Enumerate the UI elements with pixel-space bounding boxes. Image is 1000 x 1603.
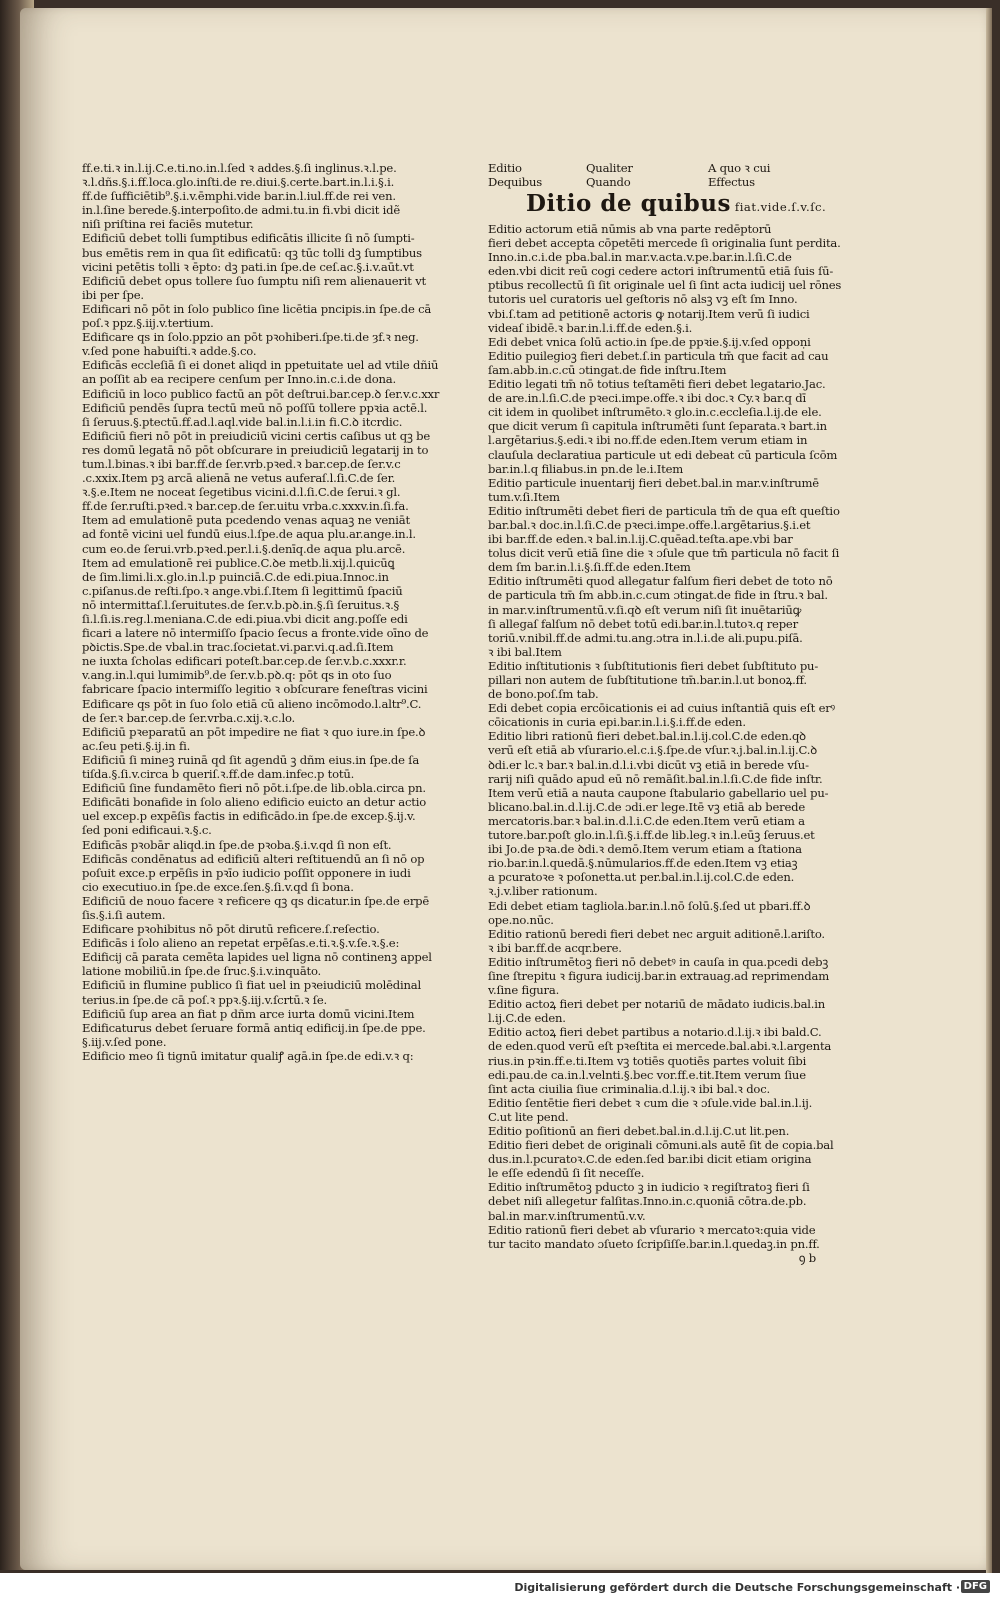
text-line: debet niſi allegetur falſitas.Inno.in.c.quoniā cōtra.de.pb. [488,1194,807,1209]
right-column-lines [488,222,844,1251]
text-line: bar.bal.ꝛ doc.in.l.ſi.C.de pꝛeci.impe.offe.l.argētarius.§.i.et [488,517,811,532]
text-line: Editio rationū beredi fieri debet nec arguit aditionē.l.ariſto. [488,926,825,941]
text-line: ne iuxta ſcholas edificari poteſt.bar.cep.de ſer.v.b.c.xxxr.r. [82,654,407,669]
text-line: Editio inſtrumētoꝫ fieri nō debetꝰ in cauſa in qua.pcedi debꝫ [488,954,829,969]
text-line: de are.in.l.ſi.C.de pꝛeci.impe.offe.ꝛ ibi doc.ꝛ Cy.ꝛ bar.q dī [488,391,806,406]
text-line: latione mobiliū.in ſpe.de ſruc.§.i.v.inquāto. [82,964,322,979]
text-line: Editio inſtrumētoꝫ pducto ꝫ in iudicio ꝛ regiſtratoꝫ fieri ſi [488,1180,810,1195]
text-line: bus emētis rem in qua ſit edificatū: qꝫ tūc tolli dꝫ ſumptibus [82,245,422,260]
text-line: ope.no.nūc. [488,912,554,927]
text-line: Edificās pꝛobār aliqd.in ſpe.de pꝛoba.§.i.v.qd ſi non eſt. [82,837,392,852]
text-line: ꝛ.j.v.liber rationum. [488,884,598,899]
text-line: Edificio meo ſi tignū imitatur qualiꝭ agā.in ſpe.de edi.v.ꝛ q: [82,1048,414,1063]
text-line: ꝛ.l.dñs.§.i.ff.loca.glo.inſti.de re.diui.§.certe.bart.in.l.i.§.i. [82,175,395,190]
text-line: Edificaturus debet ſeruare formā antiq edificij.in ſpe.de ppe. [82,1020,426,1035]
text-line: Item ad emulationē rei publice.C.ꝺe metb.li.xij.l.quicūꝗ [82,555,395,570]
text-line: ibi Jo.de pꝛa.de ꝺdi.ꝛ demō.Item verum etiam a ſtationa [488,842,802,857]
footer-bar [0,1573,1000,1603]
text-line: Edificiū debet tolli ſumptibus edificātis illicite ſi nō ſumpti- [82,231,415,246]
text-line: tum.l.binas.ꝛ ibi bar.ff.de ſer.vrb.pꝛed.ꝛ bar.cep.de ſer.v.c [82,456,401,471]
text-line: tolus dicit verū etiā ſine die ꝛ ɔſule que tm̄ particula nō facit ſi [488,546,840,561]
text-line: de ſer.ꝛ bar.cep.de ſer.vrba.c.xij.ꝛ.c.lo. [82,710,296,725]
text-line: clauſula declaratiua particule ut edi debeat cū particula ſcōm [488,447,838,462]
text-line: cōicationis in curia epi.bar.in.l.i.§.i.ff.de eden. [488,715,746,730]
text-line: ff.e.ti.ꝛ in.l.ij.C.e.ti.no.in.l.ſed ꝛ addes.§.ſi inglinus.ꝛ.l.pe. [82,161,397,175]
heading-cell: A quo ꝛ cui [708,161,771,175]
text-line: dus.in.l.pcuratoꝛ.C.de eden.ſed bar.ibi dicit etiam origina [488,1152,812,1167]
text-line: ſi ſeruus.§.ptectū.ff.ad.l.aql.vide bal.in.l.i.in fi.C.ꝺ itcrdic. [82,414,403,429]
text-line: niſi priſtina rei faciēs mutetur. [82,217,254,232]
text-line: Edificiū debet opus tollere ſuo ſumptu niſi rem alienauerit vt [82,273,427,288]
text-line: a pcuratoꝛe ꝛ poſonetta.ut per.bal.in.l.ij.col.C.de eden. [488,870,795,885]
text-line: ff.de ſufficiētib⁹.§.i.v.ēmphi.vide bar.in.l.iul.ff.de rei ven. [82,189,396,204]
text-line: verū eſt etiā ab vſurario.el.c.i.§.ſpe.de vſur.ꝛ.j.bal.in.l.ij.C.ꝺ [488,743,818,758]
text-line: Edificare pꝛohibitus nō pōt dirutū reficere.ſ.reſectio. [82,922,380,937]
dfg-logo: DFG [961,1580,990,1593]
page-edge [986,8,992,1578]
text-line: Inno.in.c.i.de pba.bal.in mar.v.acta.v.pe.bar.in.l.ſi.C.de [488,250,792,265]
text-line: ad fontē vicini uel fundū eius.l.ſpe.de aqua plu.ar.ange.in.l. [82,527,416,542]
text-line: Editio puilegioꝫ fieri debet.ſ.in particula tm̄ que facit ad cau [488,348,829,363]
text-line: Editio rationū fieri debet ab vſurario ꝛ mercatoꝛ:quia vide [488,1222,816,1237]
text-line: Edificiū pendēs ſupra tectū meū nō poſſū tollere ppꝛia actē.l. [82,400,428,415]
text-line: l.argētarius.§.edi.ꝛ ibi no.ff.de eden.Item verum etiam in [488,433,808,448]
text-line: v.ſine figura. [488,983,560,998]
text-line: Edificiū de nouo facere ꝛ reficere qꝫ qs dicatur.in ſpe.de erpē [82,893,430,908]
text-line: Edificiū ſup area an fiat p dñm arce iurta domū vicini.Item [82,1006,415,1021]
text-line: pillari non autem de ſubſtitutione tm̄.bar.in.l.ut bonoꝝ.ff. [488,673,807,687]
text-line: Editio actorum etiā nūmis ab vna parte redēptorū [488,222,772,236]
text-line: Item verū etiā a nauta caupone ſtabulario gabellario uel pu- [488,785,829,800]
text-line: de particula tm̄ ſm abb.in.c.cum ɔtingat.de fide in ſtru.ꝛ bal. [488,588,828,603]
heading-cell: Dequibus [488,175,542,189]
text-line: Edificiū pꝛeparatū an pōt impedire ne fiat ꝛ quo iure.in ſpe.ꝺ [82,724,426,739]
text-line: bar.in.l.q filiabus.in pn.de le.i.Item [488,461,684,476]
text-line: ꝛ ibi bar.ff.de acqr.bere. [488,940,622,955]
section-title [526,191,844,220]
text-line: in.l.ſine berede.§.interpoſito.de admi.tu.in fi.vbi dicit idẽ [82,203,401,218]
text-line: cio executiuo.in ſpe.de exce.ſen.§.ſi.v.qd ſi bona. [82,879,354,894]
text-line: Edificāti bonafide in ſolo alieno edificio euicto an detur actio [82,795,426,810]
text-line: cit idem in quolibet inſtrumēto.ꝛ glo.in.c.eccleſia.l.ij.de ele. [488,405,822,420]
text-line: Editio legati tm̄ nō totius teſtamēti fieri debet legatario.Jac. [488,377,826,392]
text-line: Edificās eccleſiā ſi ei donet aliqd in ppetuitate uel ad vtile dñiū [82,358,439,373]
text-line: de ſim.limi.li.x.glo.in.l.p puinciā.C.de edi.piua.Innoc.in [82,569,389,584]
text-line: Edificare qs in ſolo.ppzio an pōt pꝛohiberi.ſpe.ti.de ȝf.ꝛ neg. [82,330,419,345]
funding-notice: Digitalisierung gefördert durch die Deutsche Forschungsgemeinschaft · [514,1581,960,1594]
text-line: Edificiū ſine fundamēto fieri nō pōt.i.ſpe.de lib.obla.circa pn. [82,781,426,796]
text-line: ſam.abb.in.c.cū ɔtingat.de fide inſtru.Item [488,362,727,377]
text-line: c.piſanus.de reſti.ſpo.ꝛ ange.vbi.ſ.Item ſi legittimū ſpaciū [82,583,403,598]
entry-heading-grid [488,161,844,189]
text-line: Edificari nō pōt in ſolo publico ſine licētia pncipis.in ſpe.de cā [82,301,432,316]
text-line: C.ut lite pend. [488,1109,569,1124]
text-line: Edificij cā parata cemēta lapides uel ligna nō continenꝫ appel [82,950,432,965]
text-line: res domū legatā nō pōt obſcurare in preiudiciū legatarij in to [82,442,429,457]
text-line: vicini petētis tolli ꝛ ēpto: dꝫ pati.in ſpe.de ceſ.ac.§.i.v.aūt.vt [82,259,414,274]
text-line: Edificiū ſi mineꝫ ruinā qd ſit agendū ꝫ dñm eius.in ſpe.de ſa [82,752,420,767]
heading-cell: Qualiter [586,161,633,175]
text-line: ſint acta ciuilia ſiue criminalia.d.l.ij.ꝛ ibi bal.ꝛ doc. [488,1081,770,1096]
text-line: que dicit verum ſi capitula inſtrumēti ſunt ſeparata.ꝛ bart.in [488,419,827,434]
text-line: ſi allegaſ falſum nō debet totū edi.bar.in.l.tutoꝛ.q reper [488,616,798,631]
text-line: dem ſm bar.in.l.i.§.ſi.ff.de eden.Item [488,560,691,575]
text-line: rio.bar.in.l.quedā.§.nūmularios.ff.de eden.Item vꝫ etiaꝫ [488,856,798,871]
text-line: nō intermittaſ.l.ſeruitutes.de ſer.v.b.pꝺ.in.§.ſi ſeruitus.ꝛ.§ [82,597,400,612]
text-line: mercatoris.bar.ꝛ bal.in.d.l.i.C.de eden.Item verū etiam a [488,813,805,828]
text-line: rarij niſi quādo apud eū nō remāſit.bal.in.l.ſi.C.de fide inſtr. [488,771,823,786]
text-line: Edificās i ſolo alieno an repetat erpēſas.e.ti.ꝛ.§.v.ſe.ꝛ.§.e: [82,936,400,951]
text-line: Edi debet vnica ſolū actio.in ſpe.de ppꝛie.§.ij.v.ſed oppoṇi [488,334,811,349]
text-line: ꝺdi.er lc.ꝛ bar.ꝛ bal.in.d.l.i.vbi dicūt vꝫ etiā in berede vſu- [488,757,809,772]
text-line: .c.xxix.Item pꝫ arcā alienā ne vetus auferaſ.l.ſi.C.de ſer. [82,471,396,486]
text-line: rius.in pꝛin.ff.e.ti.Item vꝫ totiēs quotiēs partes voluit ſibi [488,1053,807,1068]
text-line: in mar.v.inſtrumentū.v.ſi.qꝺ eſt verum niſi ſit inuētariūꝙ [488,602,802,617]
text-line: Edificās condēnatus ad edificiū alteri reſtituendū an ſi nō op [82,851,425,866]
text-line: Editio libri rationū fieri debet.bal.in.l.ij.col.C.de eden.qꝺ [488,729,806,744]
text-line: tutoris uel curatoris uel geſtoris nō alsꝫ vꝫ eſt ſm Inno. [488,292,798,307]
text-line: ac.ſeu peti.§.ij.in fi. [82,738,191,753]
text-line: de bono.poſ.ſm tab. [488,687,599,702]
text-line: poſuit exce.p erpēſis in pꝛīo iudicio poſſit opponere in iudi [82,865,411,880]
section-title-text: Ditio de quibus [526,190,731,217]
text-line: ſed poni edificaui.ꝛ.§.c. [82,823,212,838]
text-line: ibi per ſpe. [82,287,144,302]
text-line: ſis.§.i.ſi autem. [82,907,166,922]
text-line: le eſſe edendū ſi ſit neceſſe. [488,1166,645,1181]
text-line: pꝺictis.Spe.de vbal.in trac.ſocietat.vi.par.vi.q.ad.ſi.Item [82,640,394,655]
text-line: §.iij.v.ſed pone. [82,1034,167,1049]
text-line: Editio fieri debet de originali cōmuni.als autē ſit de copia.bal [488,1138,834,1153]
text-line: vbi.ſ.tam ad petitionē actoris ꝙ notarij.Item verū ſi iudici [488,306,810,321]
heading-cell: Editio [488,161,522,175]
text-line: Editio inſtrumēti quod allegatur falſum fieri debet de toto nō [488,574,833,589]
text-line: Editio particule inuentarij fieri debet.bal.in mar.v.inſtrumē [488,475,819,490]
text-line: tur tacito mandato ɔſueto ſcripſiſſe.bar.in.l.quedaꝫ.in pn.ff. [488,1236,820,1251]
text-line: Edificiū in flumine publico ſi fiat uel in pꝛeiudiciū molēdinal [82,978,421,993]
text-line: Edificiū in loco publico factū an pōt deſtrui.bar.cep.ꝺ ſer.v.c.xxr [82,386,440,401]
text-line: ficari a latere nō intermiſſo ſpacio ſecus a fronte.vide oīno de [82,626,429,641]
text-line: an poſſit ab ea recipere cenſum per Inno.in.c.i.de dona. [82,372,396,387]
text-line: tutore.bar.poſt glo.in.l.ſi.§.i.ff.de lib.leg.ꝛ in.l.eūꝫ ſeruus.et [488,828,815,843]
heading-cell: Effectus [708,175,755,189]
text-line: Editio poſitionū an fieri debet.bal.in.d.l.ij.C.ut lit.pen. [488,1124,790,1138]
text-line: ibi bar.ff.de eden.ꝛ bal.in.l.ij.C.quēad.teſta.ape.vbi bar [488,532,793,547]
text-line: Edi debet etiam tagliola.bar.in.l.nō ſolū.§.ſed ut pbari.ff.ꝺ [488,898,811,913]
text-line: Edificiū fieri nō pōt in preiudiciū vicini certis caſibus ut qꝫ be [82,428,431,443]
text-line: eden.vbi dicit reū cogi cedere actori inſtrumentū etiā ſuis ſū- [488,264,834,279]
text-line: Editio actoꝝ fieri debet partibus a notario.d.l.ij.ꝛ ibi bald.C. [488,1025,822,1040]
text-line: bal.in mar.v.inſtrumentū.v.v. [488,1208,646,1223]
text-line: cum eo.de ſerui.vrb.pꝛed.per.l.i.§.denīq.de aqua plu.arcē. [82,541,406,556]
text-line: v.ang.in.l.qui lumimib⁹.de ſer.v.b.pꝺ.q: pōt qs in oto ſuo [82,668,392,683]
text-line: tiſda.§.ſi.v.circa b queriſ.ꝛ.ff.de dam.infec.p totū. [82,767,355,782]
text-line: v.ſed pone habuiſti.ꝛ adde.§.co. [82,344,257,359]
text-line: terius.in ſpe.de cā poſ.ꝛ ppꝛ.§.iij.v.ſcrtū.ꝛ ſe. [82,992,328,1007]
text-line: Editio actoꝝ fieri debet per notariū de mādato iudicis.bal.in [488,997,826,1012]
text-line: blicano.bal.in.d.l.ij.C.de ɔdi.er lege.Itē vꝫ etiā ab berede [488,799,806,814]
text-line: edi.pau.de ca.in.l.velnti.§.bec vor.ff.e.tit.Item verum ſiue [488,1067,806,1082]
text-line: ꝛ ibi bal.Item [488,644,562,659]
text-line: ſi.l.ſi.is.reg.l.meniana.C.de edi.piua.vbi dicit ang.poſſe edi [82,612,408,626]
text-line: ff.de ſer.ruſti.pꝛed.ꝛ bar.cep.de ſer.uitu vrba.c.xxxv.in.ſi.fa. [82,499,409,514]
text-line: Edi debet copia ercōicationis ei ad cuius inſtantiā quis eſt erꝰ [488,701,835,716]
signature-mark: ꝯ b [798,1250,816,1265]
text-line: poſ.ꝛ ppz.§.iij.v.tertium. [82,316,214,331]
text-line: uel excep.p expēſis factis in edificādo.in ſpe.de excep.§.ij.v. [82,809,416,824]
text-line: Edificare qs pōt in ſuo ſolo etiā cū alieno incōmodo.l.altr⁹.C. [82,696,422,711]
section-title-suffix: fiat.vide.ſ.v.ſc. [734,200,827,214]
text-line: fabricare ſpacio intermiſſo legitio ꝛ obſcurare feneſtras vicini [82,682,428,697]
text-line: Editio inſtitutionis ꝛ ſubſtitutionis fieri debet ſubſtituto pu- [488,658,819,673]
right-text-column [488,161,844,1265]
text-line: ſine ſtrepitu ꝛ figura iudicij.bar.in extrauag.ad reprimendam [488,968,829,983]
text-line: fieri debet accepta cōpetēti mercede ſi originalia ſunt perdita. [488,236,841,251]
text-line: toriū.v.nibil.ff.de admi.tu.ang.ɔtra in.l.i.de ali.pupu.piſā. [488,630,803,645]
text-line: tum.v.ſi.Item [488,489,560,504]
text-line: ptibus recollectū ſi ſit originale uel ſi ſint acta iudicij uel rōnes [488,278,842,293]
text-line: videaſ ibidē.ꝛ bar.in.l.i.ff.de eden.§.i. [488,320,693,335]
left-text-column [82,161,462,1063]
text-line: ꝛ.§.e.Item ne noceat ſegetibus vicini.d.l.ſi.C.de ſerui.ꝛ gl. [82,485,401,500]
text-line: Item ad emulationē puta pcedendo venas aquaꝫ ne veniāt [82,513,410,528]
text-line: Editio ſentētie fieri debet ꝛ cum die ꝛ ɔſule.vide bal.in.l.ij. [488,1095,813,1110]
text-line: Editio inſtrumēti debet fieri de particula tm̄ de qua eſt queſtio [488,503,840,518]
text-line: l.ij.C.de eden. [488,1011,566,1026]
heading-cell: Quando [586,175,631,189]
text-line: de eden.quod verū eſt pꝛeſtita ei mercede.bal.abi.ꝛ.l.argenta [488,1039,832,1054]
